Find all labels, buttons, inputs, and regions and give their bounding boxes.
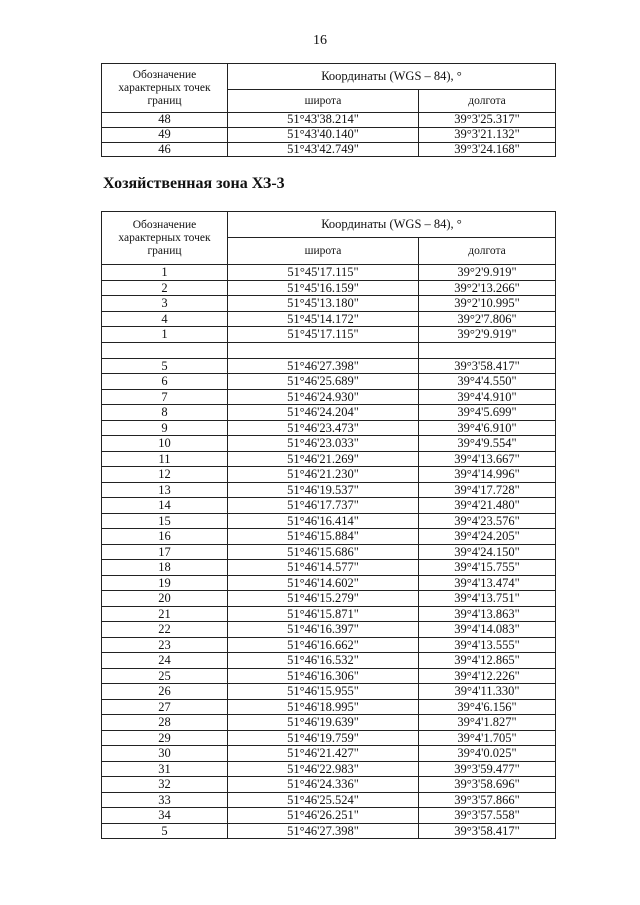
longitude-cell: 39°4'24.150" <box>419 544 556 560</box>
table-row <box>102 591 556 607</box>
longitude-cell: 39°4'24.205" <box>419 529 556 545</box>
longitude-cell: 39°2'7.806" <box>419 311 556 327</box>
longitude-cell: 39°4'14.996" <box>419 467 556 483</box>
point-number-cell: 26 <box>102 684 228 700</box>
latitude-cell: 51°46'15.871" <box>228 606 419 622</box>
longitude-cell: 39°4'4.910" <box>419 389 556 405</box>
table-row <box>102 668 556 684</box>
longitude-cell: 39°4'23.576" <box>419 513 556 529</box>
longitude-cell: 39°3'25.317" <box>419 113 556 128</box>
table-row <box>102 482 556 498</box>
latitude-cell: 51°46'16.397" <box>228 622 419 638</box>
point-number-cell: 3 <box>102 296 228 312</box>
latitude-cell: 51°46'21.230" <box>228 467 419 483</box>
latitude-cell: 51°46'15.686" <box>228 544 419 560</box>
latitude-cell: 51°46'23.033" <box>228 436 419 452</box>
header-longitude: долгота <box>419 238 556 265</box>
table-row <box>102 560 556 576</box>
table-row <box>102 730 556 746</box>
coordinates-table-2 <box>101 211 556 839</box>
longitude-cell: 39°4'12.865" <box>419 653 556 669</box>
point-number-cell: 13 <box>102 482 228 498</box>
point-number-cell: 4 <box>102 311 228 327</box>
table-row <box>102 823 556 839</box>
point-number-cell: 14 <box>102 498 228 514</box>
point-number-cell: 5 <box>102 823 228 839</box>
latitude-cell: 51°45'17.115" <box>228 327 419 343</box>
point-number-cell: 21 <box>102 606 228 622</box>
table-row <box>102 389 556 405</box>
latitude-cell: 51°46'25.524" <box>228 792 419 808</box>
section-title: Хозяйственная зона ХЗ-3 <box>103 175 285 192</box>
table-row <box>102 142 556 157</box>
point-number-cell: 16 <box>102 529 228 545</box>
longitude-cell: 39°4'13.474" <box>419 575 556 591</box>
longitude-cell: 39°4'4.550" <box>419 374 556 390</box>
longitude-cell: 39°4'11.330" <box>419 684 556 700</box>
table-row <box>102 715 556 731</box>
latitude-cell: 51°43'40.140" <box>228 127 419 142</box>
table-row <box>102 113 556 128</box>
latitude-cell: 51°46'24.930" <box>228 389 419 405</box>
coordinates-table-1 <box>101 63 556 157</box>
latitude-cell: 51°46'24.336" <box>228 777 419 793</box>
latitude-cell: 51°46'23.473" <box>228 420 419 436</box>
longitude-cell: 39°4'21.480" <box>419 498 556 514</box>
table-row <box>102 420 556 436</box>
header-longitude: долгота <box>419 90 556 113</box>
longitude-cell: 39°3'58.417" <box>419 823 556 839</box>
longitude-cell: 39°4'1.827" <box>419 715 556 731</box>
point-number-cell: 2 <box>102 280 228 296</box>
latitude-cell: 51°46'16.662" <box>228 637 419 653</box>
table-row <box>102 699 556 715</box>
point-number-cell: 5 <box>102 358 228 374</box>
point-number-cell: 34 <box>102 808 228 824</box>
longitude-cell: 39°2'10.995" <box>419 296 556 312</box>
table-row <box>102 575 556 591</box>
table-row <box>102 808 556 824</box>
latitude-cell: 51°45'13.180" <box>228 296 419 312</box>
point-number-cell: 25 <box>102 668 228 684</box>
table-row <box>102 684 556 700</box>
longitude-cell: 39°4'6.910" <box>419 420 556 436</box>
table-row <box>102 606 556 622</box>
latitude-cell: 51°46'15.279" <box>228 591 419 607</box>
latitude-cell: 51°45'14.172" <box>228 311 419 327</box>
latitude-cell: 51°45'16.159" <box>228 280 419 296</box>
table-row <box>102 358 556 374</box>
latitude-cell: 51°43'42.749" <box>228 142 419 157</box>
longitude-cell: 39°4'15.755" <box>419 560 556 576</box>
point-number-cell: 49 <box>102 127 228 142</box>
point-number-cell: 9 <box>102 420 228 436</box>
latitude-cell: 51°46'21.269" <box>228 451 419 467</box>
longitude-cell: 39°4'14.083" <box>419 622 556 638</box>
point-number-cell: 17 <box>102 544 228 560</box>
longitude-cell: 39°3'21.132" <box>419 127 556 142</box>
table-row <box>102 374 556 390</box>
latitude-cell: 51°46'27.398" <box>228 823 419 839</box>
longitude-cell: 39°4'6.156" <box>419 699 556 715</box>
longitude-cell: 39°3'57.558" <box>419 808 556 824</box>
longitude-cell: 39°4'13.555" <box>419 637 556 653</box>
table-row <box>102 761 556 777</box>
point-number-cell: 11 <box>102 451 228 467</box>
point-number-cell: 1 <box>102 327 228 343</box>
point-number-cell: 22 <box>102 622 228 638</box>
longitude-cell: 39°4'9.554" <box>419 436 556 452</box>
table-row <box>102 436 556 452</box>
header-latitude: широта <box>228 90 419 113</box>
header-designation: Обозначение характерных точек границ <box>102 64 228 113</box>
point-number-cell: 23 <box>102 637 228 653</box>
longitude-cell: 39°4'5.699" <box>419 405 556 421</box>
latitude-cell: 51°46'14.577" <box>228 560 419 576</box>
table-row <box>102 513 556 529</box>
point-number-cell: 18 <box>102 560 228 576</box>
point-number-cell: 15 <box>102 513 228 529</box>
longitude-cell: 39°2'9.919" <box>419 327 556 343</box>
latitude-cell: 51°46'15.884" <box>228 529 419 545</box>
table-row <box>102 405 556 421</box>
latitude-cell: 51°46'19.639" <box>228 715 419 731</box>
latitude-cell: 51°46'17.737" <box>228 498 419 514</box>
longitude-cell: 39°2'13.266" <box>419 280 556 296</box>
latitude-cell: 51°46'25.689" <box>228 374 419 390</box>
latitude-cell: 51°43'38.214" <box>228 113 419 128</box>
table-row <box>102 311 556 327</box>
point-number-cell: 7 <box>102 389 228 405</box>
table-row <box>102 544 556 560</box>
latitude-cell: 51°46'19.759" <box>228 730 419 746</box>
table-row <box>102 127 556 142</box>
empty-cell <box>102 342 228 358</box>
latitude-cell: 51°45'17.115" <box>228 265 419 281</box>
table-row <box>102 280 556 296</box>
longitude-cell: 39°3'57.866" <box>419 792 556 808</box>
header-coordinates: Координаты (WGS – 84), ° <box>228 212 556 238</box>
point-number-cell: 48 <box>102 113 228 128</box>
table-row <box>102 296 556 312</box>
table-row <box>102 746 556 762</box>
table-row <box>102 777 556 793</box>
table-row <box>102 451 556 467</box>
longitude-cell: 39°2'9.919" <box>419 265 556 281</box>
latitude-cell: 51°46'18.995" <box>228 699 419 715</box>
table-row <box>102 637 556 653</box>
longitude-cell: 39°4'13.667" <box>419 451 556 467</box>
point-number-cell: 31 <box>102 761 228 777</box>
empty-cell <box>419 342 556 358</box>
empty-separator-row <box>102 342 556 358</box>
latitude-cell: 51°46'26.251" <box>228 808 419 824</box>
point-number-cell: 29 <box>102 730 228 746</box>
latitude-cell: 51°46'14.602" <box>228 575 419 591</box>
point-number-cell: 28 <box>102 715 228 731</box>
point-number-cell: 46 <box>102 142 228 157</box>
point-number-cell: 12 <box>102 467 228 483</box>
point-number-cell: 33 <box>102 792 228 808</box>
table-row <box>102 653 556 669</box>
table-row <box>102 327 556 343</box>
latitude-cell: 51°46'16.306" <box>228 668 419 684</box>
latitude-cell: 51°46'16.532" <box>228 653 419 669</box>
latitude-cell: 51°46'19.537" <box>228 482 419 498</box>
longitude-cell: 39°3'59.477" <box>419 761 556 777</box>
point-number-cell: 32 <box>102 777 228 793</box>
page-number: 16 <box>313 33 327 48</box>
table-row <box>102 792 556 808</box>
point-number-cell: 1 <box>102 265 228 281</box>
longitude-cell: 39°4'1.705" <box>419 730 556 746</box>
table-row <box>102 467 556 483</box>
longitude-cell: 39°3'24.168" <box>419 142 556 157</box>
point-number-cell: 10 <box>102 436 228 452</box>
point-number-cell: 6 <box>102 374 228 390</box>
longitude-cell: 39°4'0.025" <box>419 746 556 762</box>
longitude-cell: 39°4'13.751" <box>419 591 556 607</box>
point-number-cell: 20 <box>102 591 228 607</box>
header-designation: Обозначение характерных точек границ <box>102 212 228 265</box>
latitude-cell: 51°46'21.427" <box>228 746 419 762</box>
table-row <box>102 529 556 545</box>
latitude-cell: 51°46'16.414" <box>228 513 419 529</box>
point-number-cell: 27 <box>102 699 228 715</box>
longitude-cell: 39°3'58.696" <box>419 777 556 793</box>
longitude-cell: 39°4'13.863" <box>419 606 556 622</box>
point-number-cell: 8 <box>102 405 228 421</box>
header-latitude: широта <box>228 238 419 265</box>
header-coordinates: Координаты (WGS – 84), ° <box>228 64 556 90</box>
latitude-cell: 51°46'22.983" <box>228 761 419 777</box>
point-number-cell: 24 <box>102 653 228 669</box>
table-row <box>102 265 556 281</box>
latitude-cell: 51°46'27.398" <box>228 358 419 374</box>
longitude-cell: 39°3'58.417" <box>419 358 556 374</box>
point-number-cell: 19 <box>102 575 228 591</box>
table-row <box>102 498 556 514</box>
longitude-cell: 39°4'17.728" <box>419 482 556 498</box>
latitude-cell: 51°46'15.955" <box>228 684 419 700</box>
point-number-cell: 30 <box>102 746 228 762</box>
latitude-cell: 51°46'24.204" <box>228 405 419 421</box>
empty-cell <box>228 342 419 358</box>
table-row <box>102 622 556 638</box>
longitude-cell: 39°4'12.226" <box>419 668 556 684</box>
